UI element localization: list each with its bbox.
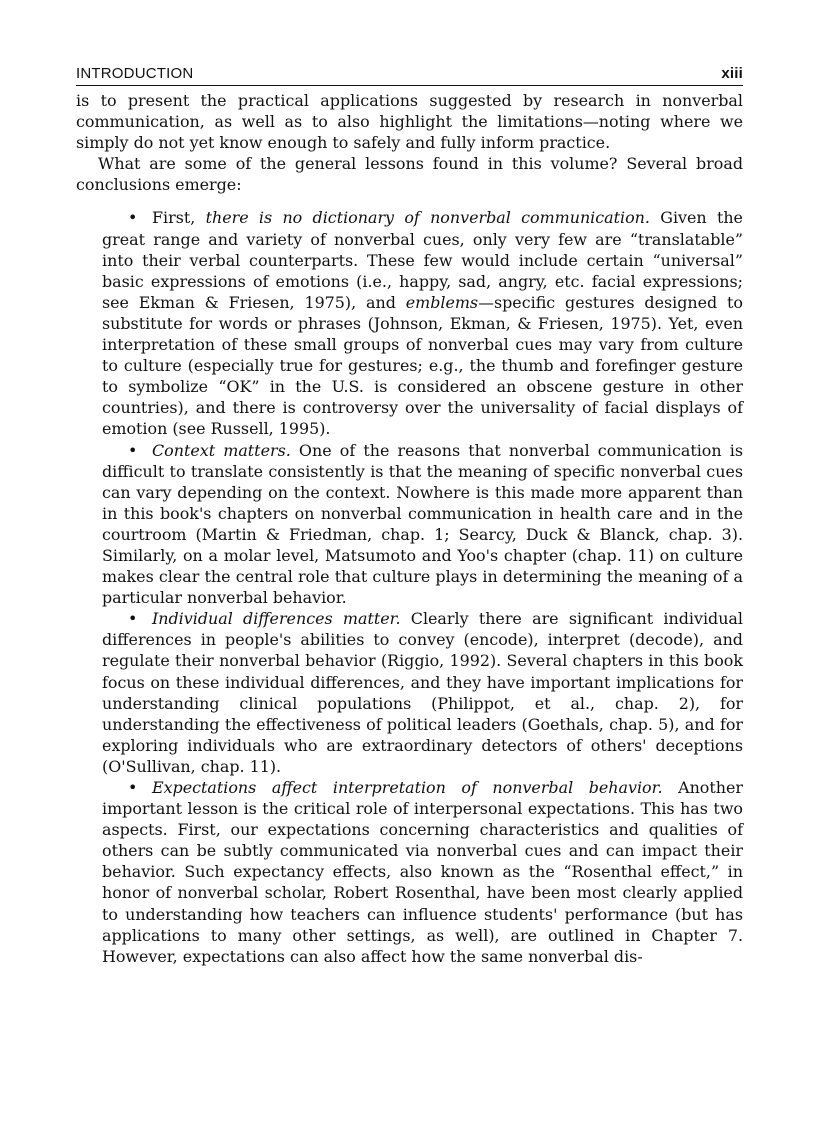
list-item-no-dictionary (102, 207, 743, 439)
list-item-text: Given the great range and variety of nonverbal cues, only very few are “translatable” into their verbal counterparts. These few would include certain “universal” basic expressions of emotions (i.e., happy, sad, angry, etc. facial expressions; see Ekman & Friesen, 1975), and (102, 208, 743, 312)
book-page (76, 64, 743, 967)
list-item-lead-italic: Context matters. (152, 440, 291, 460)
conclusions-list (76, 207, 743, 966)
list-item-text: One of the reasons that nonverbal communication is difficult to translate consistently is that the meaning of specific nonverbal cues can vary depending on the context. Nowhere is this made more apparent than in this book's chapters on nonverbal communication in health care and in the courtroom (Martin & Friedman, chap. 1; Searcy, Duck & Blanck, chap. 3). Similarly, on a molar level, Matsumoto and Yoo's chapter (chap. 11) on culture makes clear the central role that culture plays in determining the meaning of a particular nonverbal behavior. (102, 440, 744, 608)
bullet-icon: • (128, 208, 138, 228)
list-item-lead-italic: there is no dictionary of nonverbal communication. (205, 208, 650, 228)
section-title: INTRODUCTION (76, 65, 194, 82)
list-item-text-continued: —specific gestures designed to substitute for words or phrases (Johnson, Ekman, & Friesen, 1975). Yet, even interpretation of these small groups of nonverbal cues may vary from culture to culture (especially true for gestures; e.g., the thumb and forefinger gesture to symbolize “OK” in the U.S. is considered an obscene gesture in other countries), and there is controversy over the universality of facial displays of emotion (see Russell, 1995). (102, 292, 743, 439)
paragraph-lessons-intro: What are some of the general lessons found in this volume? Several broad conclusions emerge: (76, 154, 743, 195)
body-text (76, 90, 743, 967)
paragraph-continuation: is to present the practical applications suggested by research in nonverbal communication, as well as to also highlight the limitations—noting where we simply do not yet know enough to safely and fully inform practice. (76, 91, 743, 153)
list-item-expectations (102, 777, 743, 967)
running-head (76, 64, 743, 86)
list-item-lead-italic: Expectations affect interpretation of nonverbal behavior. (152, 778, 663, 797)
bullet-icon: • (128, 778, 138, 797)
list-item-lead: First, (152, 208, 206, 228)
list-item-lead-italic: Individual differences matter. (152, 609, 401, 629)
list-item-context-matters (102, 440, 743, 609)
list-item-individual-differences (102, 608, 743, 777)
list-item-text: Another important lesson is the critical role of interpersonal expectations. This has two aspects. First, our expectations concerning characteristics and qualities of others can be subtly communicated via nonverbal cues and can impact their behavior. Such expectancy effects, also known as the “Rosenthal effect,” in honor of nonverbal scholar, Robert Rosenthal, have been most clearly applied to understanding how teachers can influence students' performance (but has applications to many other settings, as well), are outlined in Chapter 7. However, expectations can also affect how the same nonverbal dis- (102, 778, 743, 966)
bullet-icon: • (128, 609, 138, 629)
list-item-text: Clearly there are significant individual differences in people's abilities to convey (encode), interpret (decode), and regulate their nonverbal behavior (Riggio, 1992). Several chapters in this book focus on these individual differences, and they have important implications for understanding clinical populations (Philippot, et al., chap. 2), for understanding the effectiveness of political leaders (Goethals, chap. 5), and for exploring individuals who are extraordinary detectors of others' deceptions (O'Sullivan, chap. 11). (102, 609, 743, 776)
bullet-icon: • (128, 440, 138, 460)
emblems-term: emblems (405, 292, 479, 312)
page-number: xiii (721, 65, 743, 82)
